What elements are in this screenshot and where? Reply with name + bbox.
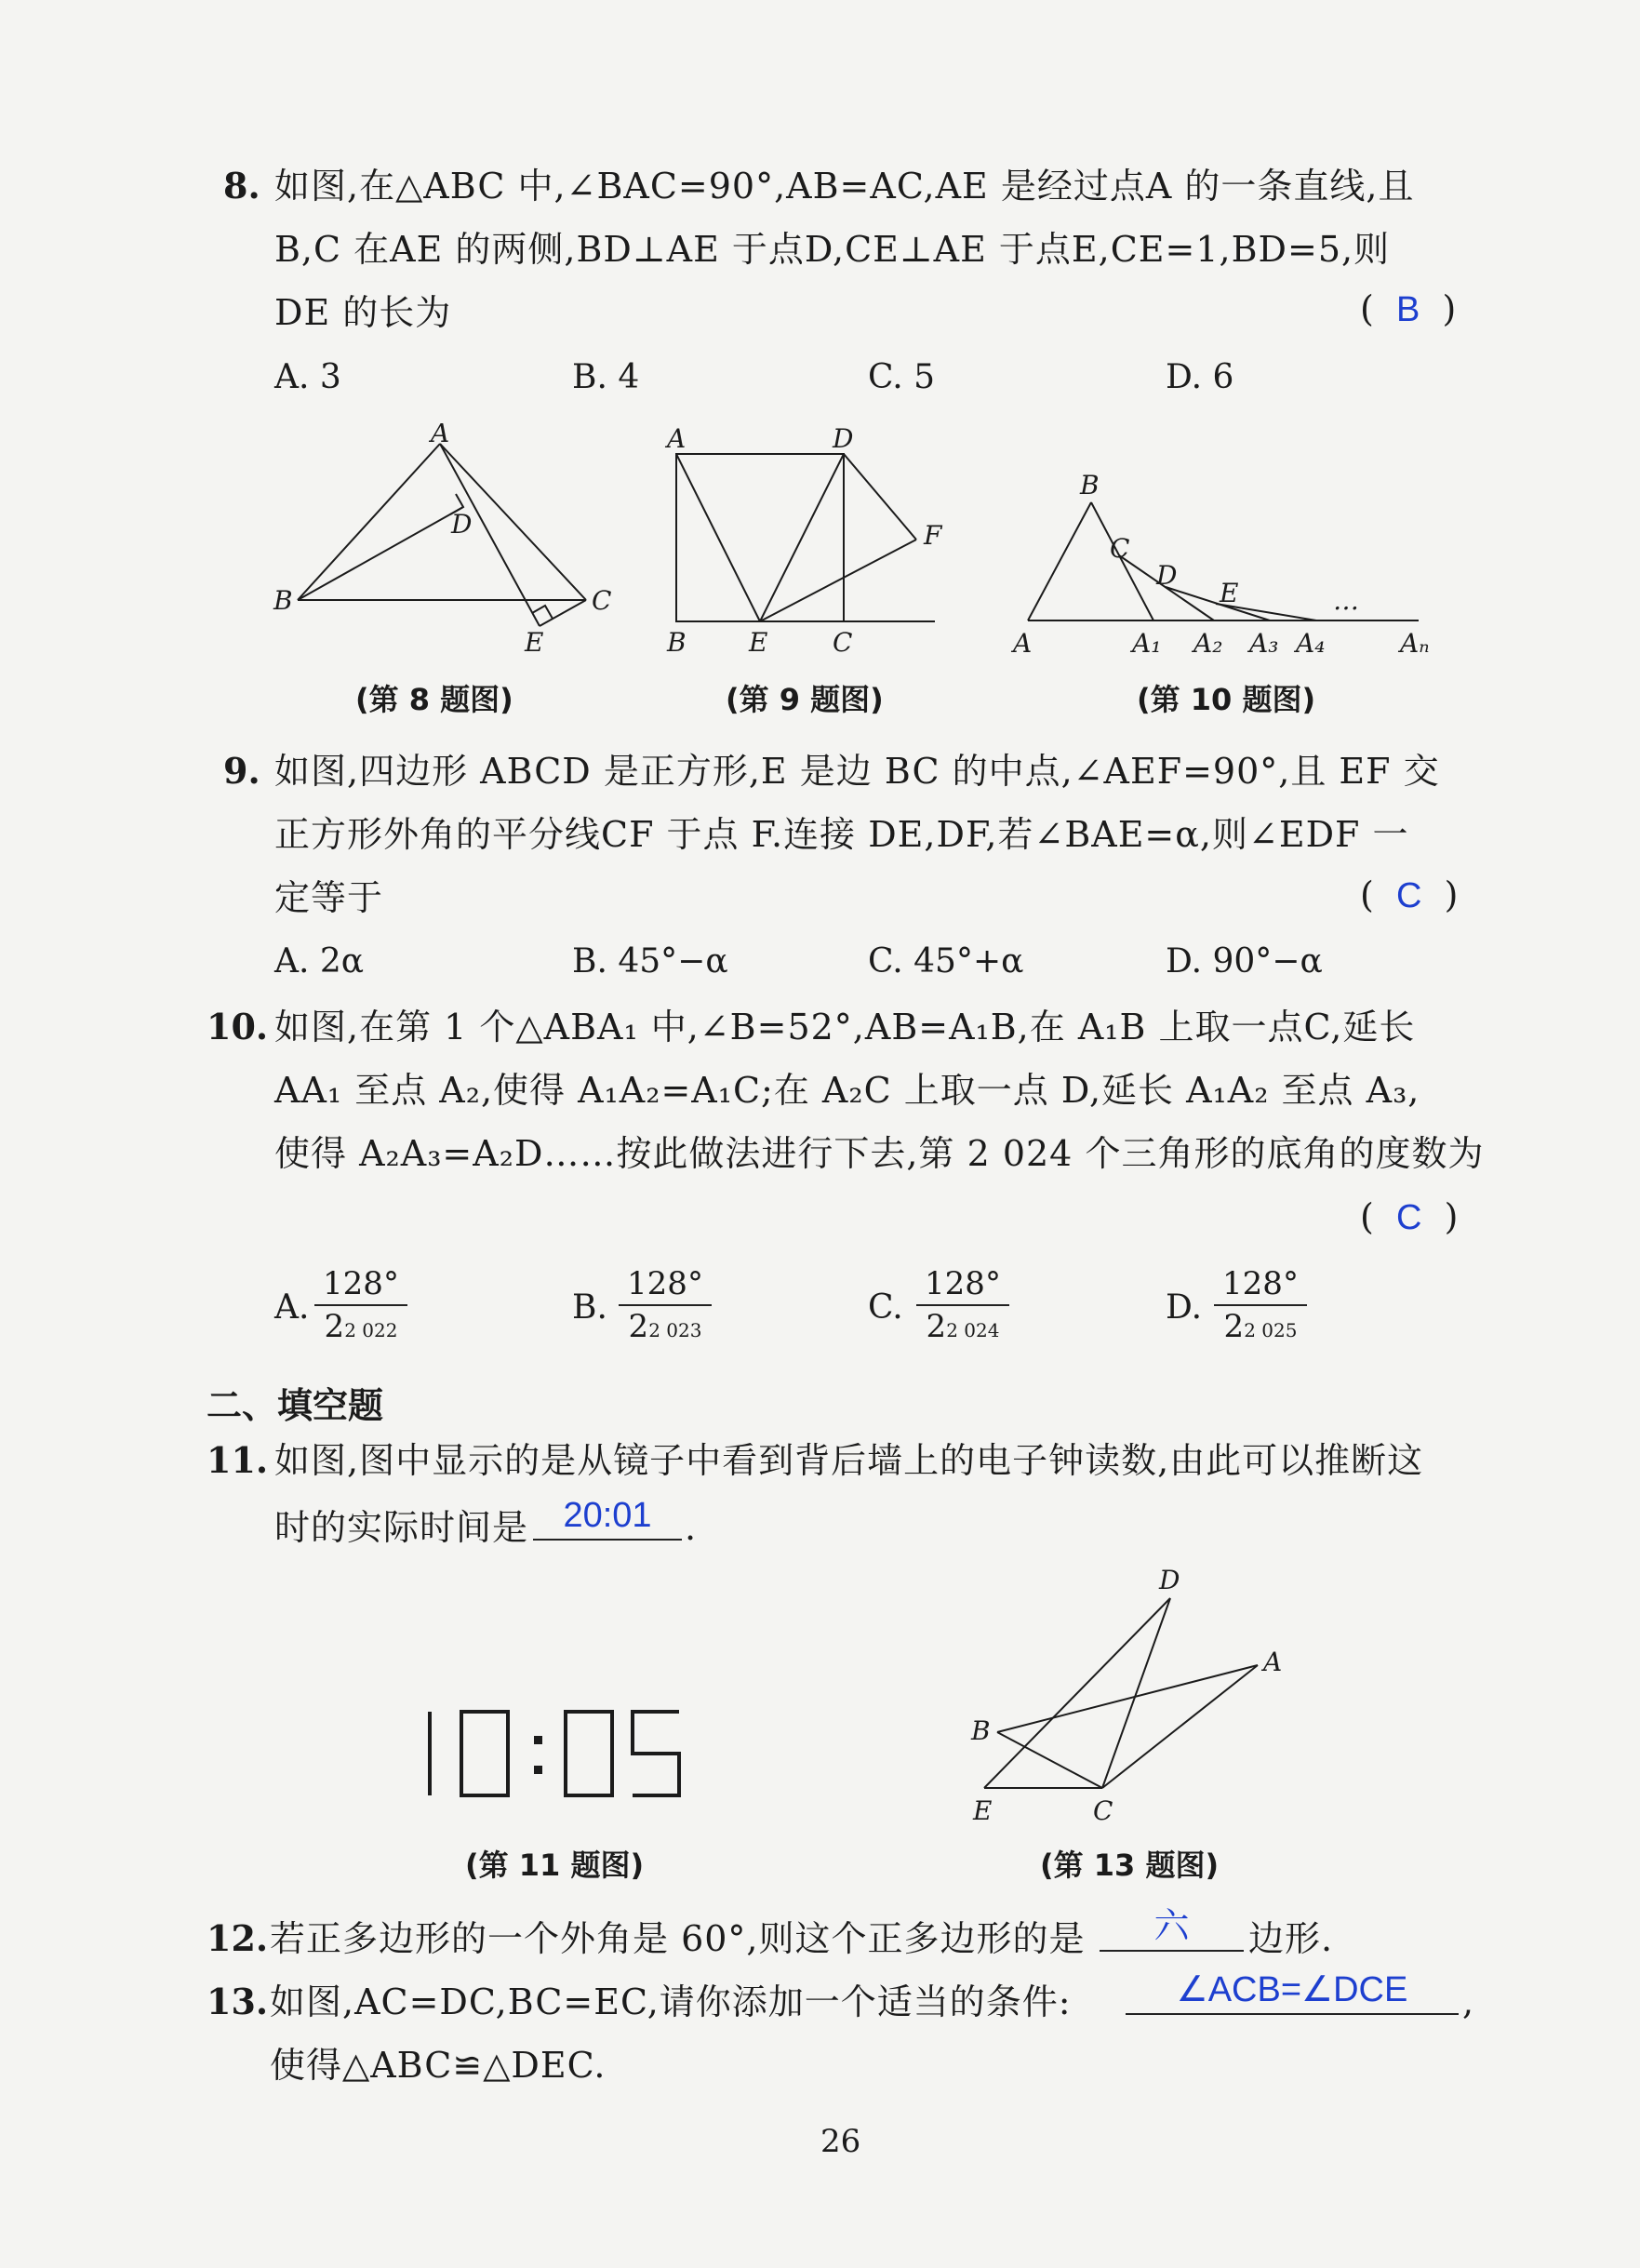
- fig13-label-b: B: [971, 1715, 991, 1746]
- q9-line1: 如图,四边形 ABCD 是正方形,E 是边 BC 的中点,∠AEF=90°,且 EF 交: [274, 751, 1440, 792]
- fig10-label-a1: A₁: [1132, 628, 1162, 659]
- q10-option-c-fraction: [916, 1265, 1009, 1345]
- fig9-label-b: B: [667, 627, 687, 658]
- q8-option-b: B. 4: [572, 358, 640, 396]
- q10-option-d-numerator: 128°: [1222, 1265, 1299, 1302]
- q8-option-d: D. 6: [1166, 358, 1234, 396]
- q13-text-after: ,: [1462, 1981, 1475, 2022]
- q10-option-a-numerator: 128°: [323, 1265, 399, 1302]
- q8-option-a: A. 3: [274, 358, 341, 396]
- q10-option-d-fraction: [1214, 1265, 1307, 1345]
- q10-number: 10.: [207, 1006, 269, 1047]
- q8-line3: DE 的长为: [274, 292, 452, 333]
- fig10-label-a4: A₄: [1296, 628, 1326, 659]
- q12-number: 12.: [207, 1917, 269, 1959]
- q12-text-before: 若正多边形的一个外角是 60°,则这个正多边形的是: [270, 1918, 1086, 1959]
- q10-option-a-fraction: [314, 1265, 407, 1345]
- fig8-label-a: A: [431, 423, 450, 448]
- q10-option-b-fraction: [619, 1265, 712, 1345]
- q10-answer: C: [1395, 1198, 1422, 1237]
- q10-option-c-exponent: 2 024: [946, 1319, 1000, 1341]
- fig13-caption: (第 13 题图): [1040, 1848, 1220, 1883]
- q11-line1: 如图,图中显示的是从镜子中看到背后墙上的电子钟读数,由此可以推断这: [274, 1440, 1424, 1481]
- q13-number: 13.: [207, 1981, 269, 2022]
- q9-option-a: A. 2α: [274, 942, 365, 981]
- q10-option-b-letter: B.: [572, 1288, 607, 1327]
- q10-line2: AA₁ 至点 A₂,使得 A₁A₂=A₁C;在 A₂C 上取一点 D,延长 A₁A₂ 至点 A₃,: [274, 1070, 1420, 1111]
- q10-option-a-base: 2: [324, 1308, 345, 1345]
- q8-answer-paren: ( B ): [1360, 288, 1457, 329]
- q10-option-a-exponent: 2 022: [344, 1319, 398, 1341]
- fig10-label-dots: …: [1333, 585, 1359, 616]
- fig9-label-e: E: [749, 627, 768, 658]
- q10-option-a-letter: A.: [274, 1288, 310, 1327]
- fig13-label-d: D: [1159, 1565, 1180, 1595]
- fig9-label-c: C: [833, 627, 853, 658]
- q8-answer: B: [1395, 290, 1420, 329]
- q13-line2: 使得△ABC≌△DEC.: [270, 2045, 607, 2086]
- q10-option-b-numerator: 128°: [627, 1265, 703, 1302]
- mirrored-clock-digits: [409, 1702, 698, 1805]
- fig8-label-e: E: [525, 627, 544, 658]
- fig13-label-a: A: [1263, 1647, 1283, 1677]
- fig10-label-b: B: [1080, 470, 1100, 500]
- fig9-caption: (第 9 题图): [726, 682, 884, 717]
- q12-text-after: 边形.: [1248, 1918, 1334, 1959]
- q9-option-b: B. 45°−α: [572, 942, 728, 981]
- q10-option-b-exponent: 2 023: [648, 1319, 702, 1341]
- fig8-label-c: C: [592, 585, 612, 616]
- q8-line1: 如图,在△ABC 中,∠BAC=90°,AB=AC,AE 是经过点A 的一条直线,且: [274, 166, 1415, 207]
- figure-8: [260, 423, 633, 665]
- q9-answer: C: [1395, 876, 1422, 915]
- q9-answer-paren: ( C ): [1360, 874, 1459, 915]
- q10-option-d-letter: D.: [1166, 1288, 1203, 1327]
- q13-text-before: 如图,AC=DC,BC=EC,请你添加一个适当的条件:: [270, 1981, 1072, 2022]
- fig8-label-b: B: [273, 585, 293, 616]
- fig9-label-d: D: [833, 423, 854, 454]
- q10-answer-paren: ( C ): [1360, 1196, 1459, 1237]
- fig8-caption: (第 8 题图): [355, 682, 513, 717]
- q10-option-b-base: 2: [628, 1308, 649, 1345]
- fig9-label-a: A: [667, 423, 687, 454]
- fig10-label-a2: A₂: [1193, 628, 1223, 659]
- figure-11-clock: [409, 1702, 698, 1805]
- q8-line2: B,C 在AE 的两侧,BD⊥AE 于点D,CE⊥AE 于点E,CE=1,BD=5,则: [274, 229, 1391, 270]
- figure-9: [656, 423, 953, 665]
- figure-10: [1000, 460, 1465, 665]
- q9-option-d: D. 90°−α: [1166, 942, 1323, 981]
- q9-number: 9.: [223, 750, 260, 792]
- q11-number: 11.: [207, 1439, 269, 1481]
- q8-option-c: C. 5: [868, 358, 936, 396]
- fig11-caption: (第 11 题图): [465, 1848, 645, 1883]
- q11-answer-blank: 20:01: [533, 1496, 682, 1541]
- q9-line3: 定等于: [274, 877, 384, 918]
- q10-option-d-exponent: 2 025: [1244, 1319, 1298, 1341]
- fig10-label-e: E: [1220, 578, 1239, 608]
- q10-option-c-base: 2: [926, 1308, 947, 1345]
- q8-number: 8.: [223, 165, 260, 207]
- fig13-label-c: C: [1093, 1795, 1113, 1826]
- fig10-label-d: D: [1156, 560, 1178, 591]
- q13-answer-blank: ∠ACB=∠DCE: [1126, 1970, 1459, 2015]
- fig10-label-a: A: [1013, 628, 1033, 659]
- q10-option-d-base: 2: [1223, 1308, 1245, 1345]
- fig10-caption: (第 10 题图): [1137, 682, 1316, 717]
- fig10-label-an: Aₙ: [1400, 628, 1430, 659]
- q11-line2-after: .: [685, 1507, 698, 1548]
- figure-13: [958, 1563, 1312, 1833]
- section-fill-in-blank-title: 二、填空题: [207, 1385, 384, 1426]
- fig8-label-d: D: [451, 509, 473, 540]
- q12-answer-blank: 六: [1100, 1907, 1244, 1952]
- fig10-label-c: C: [1110, 533, 1130, 564]
- q9-line2: 正方形外角的平分线CF 于点 F.连接 DE,DF,若∠BAE=α,则∠EDF 一: [274, 814, 1409, 855]
- q10-line3: 使得 A₂A₃=A₂D……按此做法进行下去,第 2 024 个三角形的底角的度数为: [274, 1133, 1485, 1174]
- q10-line1: 如图,在第 1 个△ABA₁ 中,∠B=52°,AB=A₁B,在 A₁B 上取一点C,延长: [274, 1007, 1416, 1047]
- q11-line2-before: 时的实际时间是: [274, 1507, 529, 1548]
- q10-option-c-numerator: 128°: [925, 1265, 1001, 1302]
- q10-option-c-letter: C.: [868, 1288, 903, 1327]
- q9-option-c: C. 45°+α: [868, 942, 1024, 981]
- fig10-label-a3: A₃: [1249, 628, 1279, 659]
- fig13-label-e: E: [973, 1795, 993, 1826]
- page-number: 26: [820, 2123, 861, 2160]
- fig9-label-f: F: [924, 520, 942, 551]
